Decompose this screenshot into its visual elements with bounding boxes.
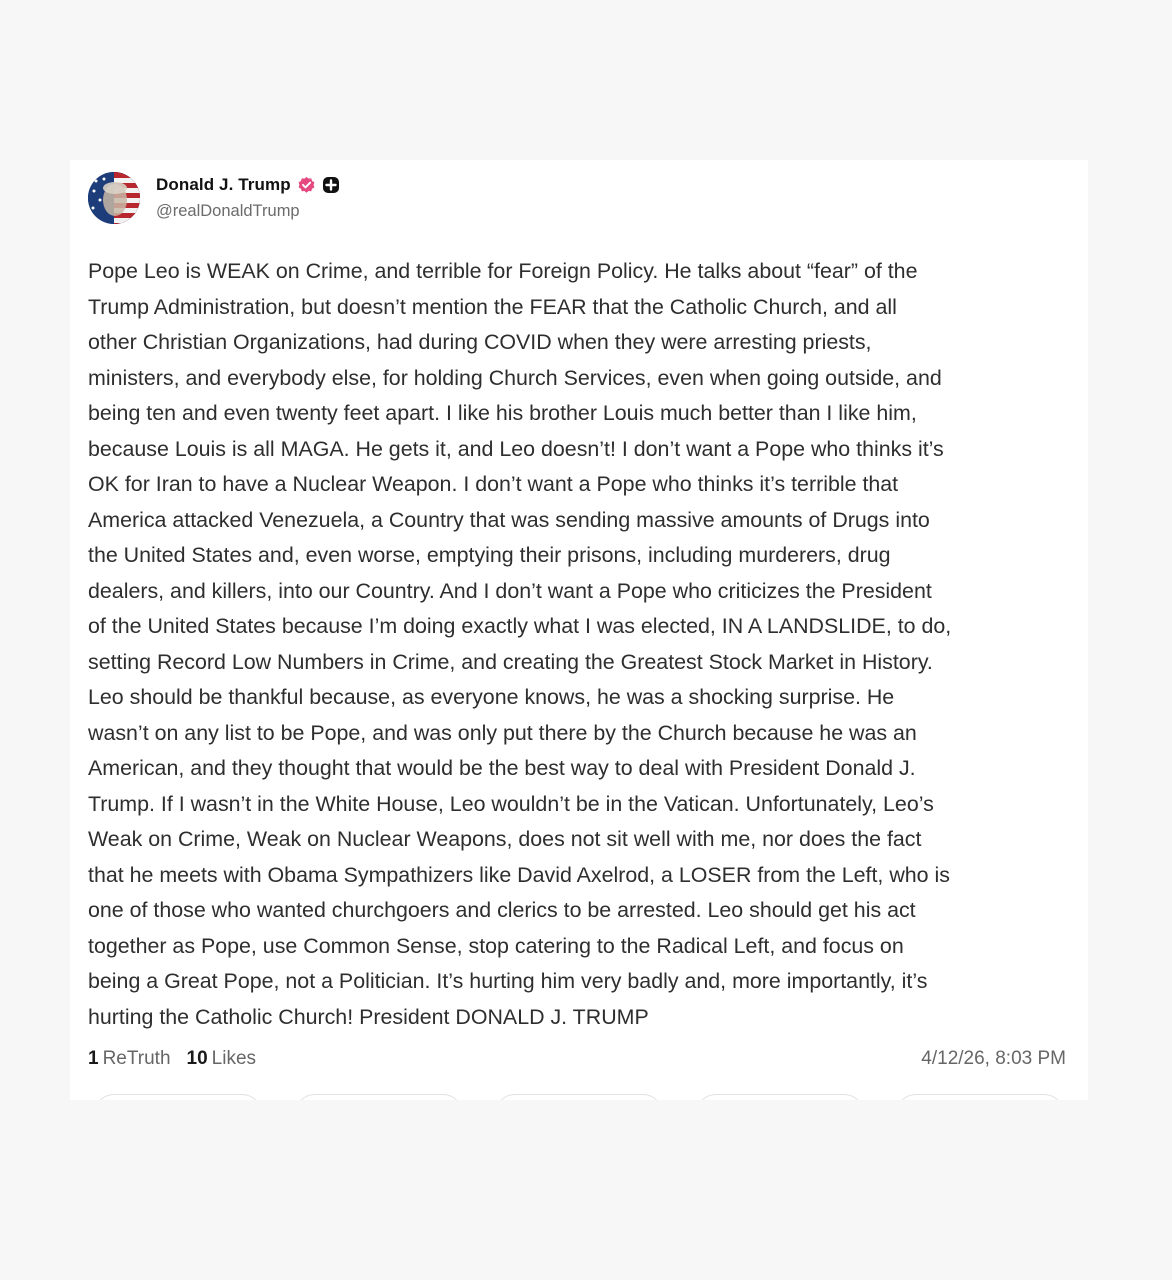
post-actions [94,1094,1064,1100]
likes-stat[interactable] [187,1048,257,1070]
post-line: dealers, and killers, into our Country. And I don’t want a Pope who criticizes the President [88,578,932,603]
like-button[interactable] [495,1094,663,1100]
post-line: Trump Administration, but doesn’t mention the FEAR that the Catholic Church, and all [88,294,897,319]
share-button[interactable] [696,1094,864,1100]
post-line: other Christian Organizations, had during COVID when they were arresting priests, [88,330,872,354]
post-body [88,254,1072,1035]
post-card [70,160,1088,1100]
post-line: Weak on Crime, Weak on Nuclear Weapons, does not sit well with me, nor does the fact [88,827,922,851]
author-handle[interactable]: @realDonaldTrump [156,202,300,220]
retruth-label: ReTruth [102,1048,171,1069]
likes-label: Likes [211,1048,257,1069]
post-line: being ten and even twenty feet apart. I like his brother Louis much better than I like him, [88,401,917,425]
post-line: because Louis is all MAGA. He gets it, and Leo doesn’t! I don’t want a Pope who thinks it’s [88,436,944,461]
post-line: OK for Iran to have a Nuclear Weapon. I don’t want a Pope who thinks it’s terrible that [88,472,899,496]
more-button[interactable] [896,1094,1064,1100]
verified-badge-icon [297,176,316,195]
post-line: being a Great Pope, not a Politician. It’s hurting him very badly and, more importantly, it’s [88,969,928,993]
post-line: Trump. If I wasn’t in the White House, Leo wouldn’t be in the Vatican. Unfortunately, Leo’s [88,791,934,816]
retruth-count: 1 [88,1048,99,1069]
post-line: America attacked Venezuela, a Country that was sending massive amounts of Drugs into [88,507,930,532]
post-line: of the United States because I’m doing exactly what I was elected, IN A LANDSLIDE, to do, [88,614,952,638]
post-line: Leo should be thankful because, as everyone knows, he was a shocking surprise. He [88,685,895,709]
likes-count: 10 [186,1048,208,1069]
avatar-image [88,172,140,224]
post-line: one of those who wanted churchgoers and clerics to be arrested. Leo should get his act [88,898,916,922]
post-line: the United States and, even worse, emptying their prisons, including murderers, drug [88,543,891,567]
post-line: that he meets with Obama Sympathizers like David Axelrod, a LOSER from the Left, who is [88,862,950,887]
author-avatar[interactable] [88,172,140,224]
post-line: wasn’t on any list to be Pope, and was only put there by the Church because he was an [88,720,917,745]
reply-button[interactable] [94,1094,262,1100]
post-line: American, and they thought that would be the best way to deal with President Donald J. [88,756,916,780]
post-line: ministers, and everybody else, for holding Church Services, even when going outside, and [88,365,942,390]
retruth-stat[interactable] [88,1048,171,1070]
author-display-name[interactable]: Donald J. Trump [156,175,291,194]
post-timestamp[interactable]: 4/12/26, 8:03 PM [921,1048,1066,1069]
post-stats [88,1048,272,1070]
post-line: together as Pope, use Common Sense, stop catering to the Radical Left, and focus on [88,933,904,958]
post-line: setting Record Low Numbers in Crime, and creating the Greatest Stock Market in History. [88,649,933,674]
post-line: hurting the Catholic Church! President DONALD J. TRUMP [88,1004,649,1029]
author-name-row [156,174,340,196]
retruth-button[interactable] [295,1094,463,1100]
plus-badge-icon [322,176,340,194]
post-line: Pope Leo is WEAK on Crime, and terrible for Foreign Policy. He talks about “fear” of the [88,259,918,283]
